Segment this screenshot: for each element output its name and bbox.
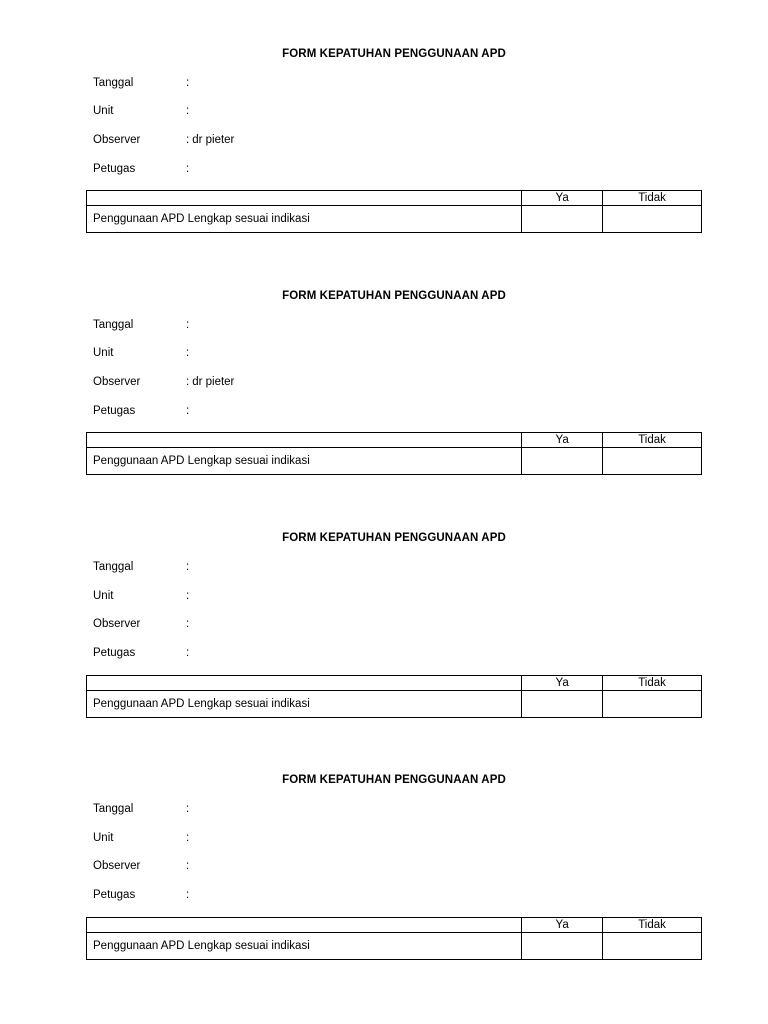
header-cell-empty (87, 191, 522, 206)
table-row (87, 691, 702, 718)
field-label: Petugas (93, 405, 136, 417)
tidak-cell[interactable] (603, 448, 702, 475)
field-label: Tanggal (93, 803, 134, 815)
header-cell-tidak: Tidak (603, 433, 702, 448)
field-tanggal (93, 560, 192, 574)
header-cell-tidak: Tidak (603, 191, 702, 206)
field-unit (93, 346, 192, 360)
form-title: FORM KEPATUHAN PENGGUNAAN APD (282, 774, 506, 786)
table-row (87, 206, 702, 233)
table-header-row (87, 191, 702, 206)
field-label: Unit (93, 105, 114, 117)
field-petugas (93, 888, 192, 902)
field-tanggal (93, 76, 192, 90)
table-header-row (87, 433, 702, 448)
row-label: Penggunaan APD Lengkap sesuai indikasi (87, 448, 522, 475)
field-colon: : (186, 832, 190, 844)
field-value[interactable]: dr pieter (192, 376, 235, 388)
header-cell-ya: Ya (522, 433, 603, 448)
ya-cell[interactable] (522, 691, 603, 718)
field-label: Observer (93, 860, 141, 872)
ya-cell[interactable] (522, 448, 603, 475)
field-colon: : (186, 77, 190, 89)
field-label: Unit (93, 832, 114, 844)
field-label: Tanggal (93, 319, 134, 331)
field-label: Observer (93, 134, 141, 146)
field-colon: : (186, 319, 190, 331)
field-label: Unit (93, 347, 114, 359)
field-unit (93, 104, 192, 118)
field-label: Tanggal (93, 77, 134, 89)
row-label: Penggunaan APD Lengkap sesuai indikasi (87, 691, 522, 718)
field-petugas (93, 404, 192, 418)
field-tanggal (93, 318, 192, 332)
field-unit (93, 831, 192, 845)
header-cell-empty (87, 676, 522, 691)
field-colon: : (186, 405, 190, 417)
form-title: FORM KEPATUHAN PENGGUNAAN APD (282, 48, 506, 60)
ya-cell[interactable] (522, 206, 603, 233)
field-observer (93, 617, 192, 631)
compliance-table (86, 190, 702, 233)
field-colon: : (186, 647, 190, 659)
field-observer (93, 375, 234, 389)
field-colon: : (186, 889, 190, 901)
header-cell-ya: Ya (522, 191, 603, 206)
field-colon: : (186, 618, 190, 630)
apd-form-2 (0, 290, 768, 490)
header-cell-empty (87, 918, 522, 933)
header-cell-tidak: Tidak (603, 676, 702, 691)
table-header-row (87, 676, 702, 691)
form-title: FORM KEPATUHAN PENGGUNAAN APD (282, 532, 506, 544)
field-label: Petugas (93, 163, 136, 175)
field-colon: : (186, 803, 190, 815)
table-row (87, 448, 702, 475)
row-label: Penggunaan APD Lengkap sesuai indikasi (87, 933, 522, 960)
header-cell-empty (87, 433, 522, 448)
tidak-cell[interactable] (603, 691, 702, 718)
ya-cell[interactable] (522, 933, 603, 960)
header-cell-ya: Ya (522, 676, 603, 691)
tidak-cell[interactable] (603, 933, 702, 960)
tidak-cell[interactable] (603, 206, 702, 233)
field-label: Petugas (93, 647, 136, 659)
header-cell-tidak: Tidak (603, 918, 702, 933)
apd-form-1 (0, 48, 768, 248)
field-petugas (93, 646, 192, 660)
field-colon: : (186, 376, 190, 388)
field-colon: : (186, 860, 190, 872)
table-header-row (87, 918, 702, 933)
field-tanggal (93, 802, 192, 816)
table-row (87, 933, 702, 960)
field-colon: : (186, 590, 190, 602)
field-label: Observer (93, 376, 141, 388)
field-colon: : (186, 347, 190, 359)
field-observer (93, 859, 192, 873)
field-label: Petugas (93, 889, 136, 901)
field-colon: : (186, 163, 190, 175)
field-label: Unit (93, 590, 114, 602)
field-colon: : (186, 561, 190, 573)
compliance-table (86, 675, 702, 718)
apd-form-3 (0, 532, 768, 732)
compliance-table (86, 432, 702, 475)
field-observer (93, 133, 234, 147)
field-value[interactable]: dr pieter (192, 134, 235, 146)
field-colon: : (186, 105, 190, 117)
field-unit (93, 589, 192, 603)
field-colon: : (186, 134, 190, 146)
apd-form-4 (0, 774, 768, 974)
field-label: Tanggal (93, 561, 134, 573)
form-title: FORM KEPATUHAN PENGGUNAAN APD (282, 290, 506, 302)
field-label: Observer (93, 618, 141, 630)
header-cell-ya: Ya (522, 918, 603, 933)
field-petugas (93, 162, 192, 176)
row-label: Penggunaan APD Lengkap sesuai indikasi (87, 206, 522, 233)
compliance-table (86, 917, 702, 960)
